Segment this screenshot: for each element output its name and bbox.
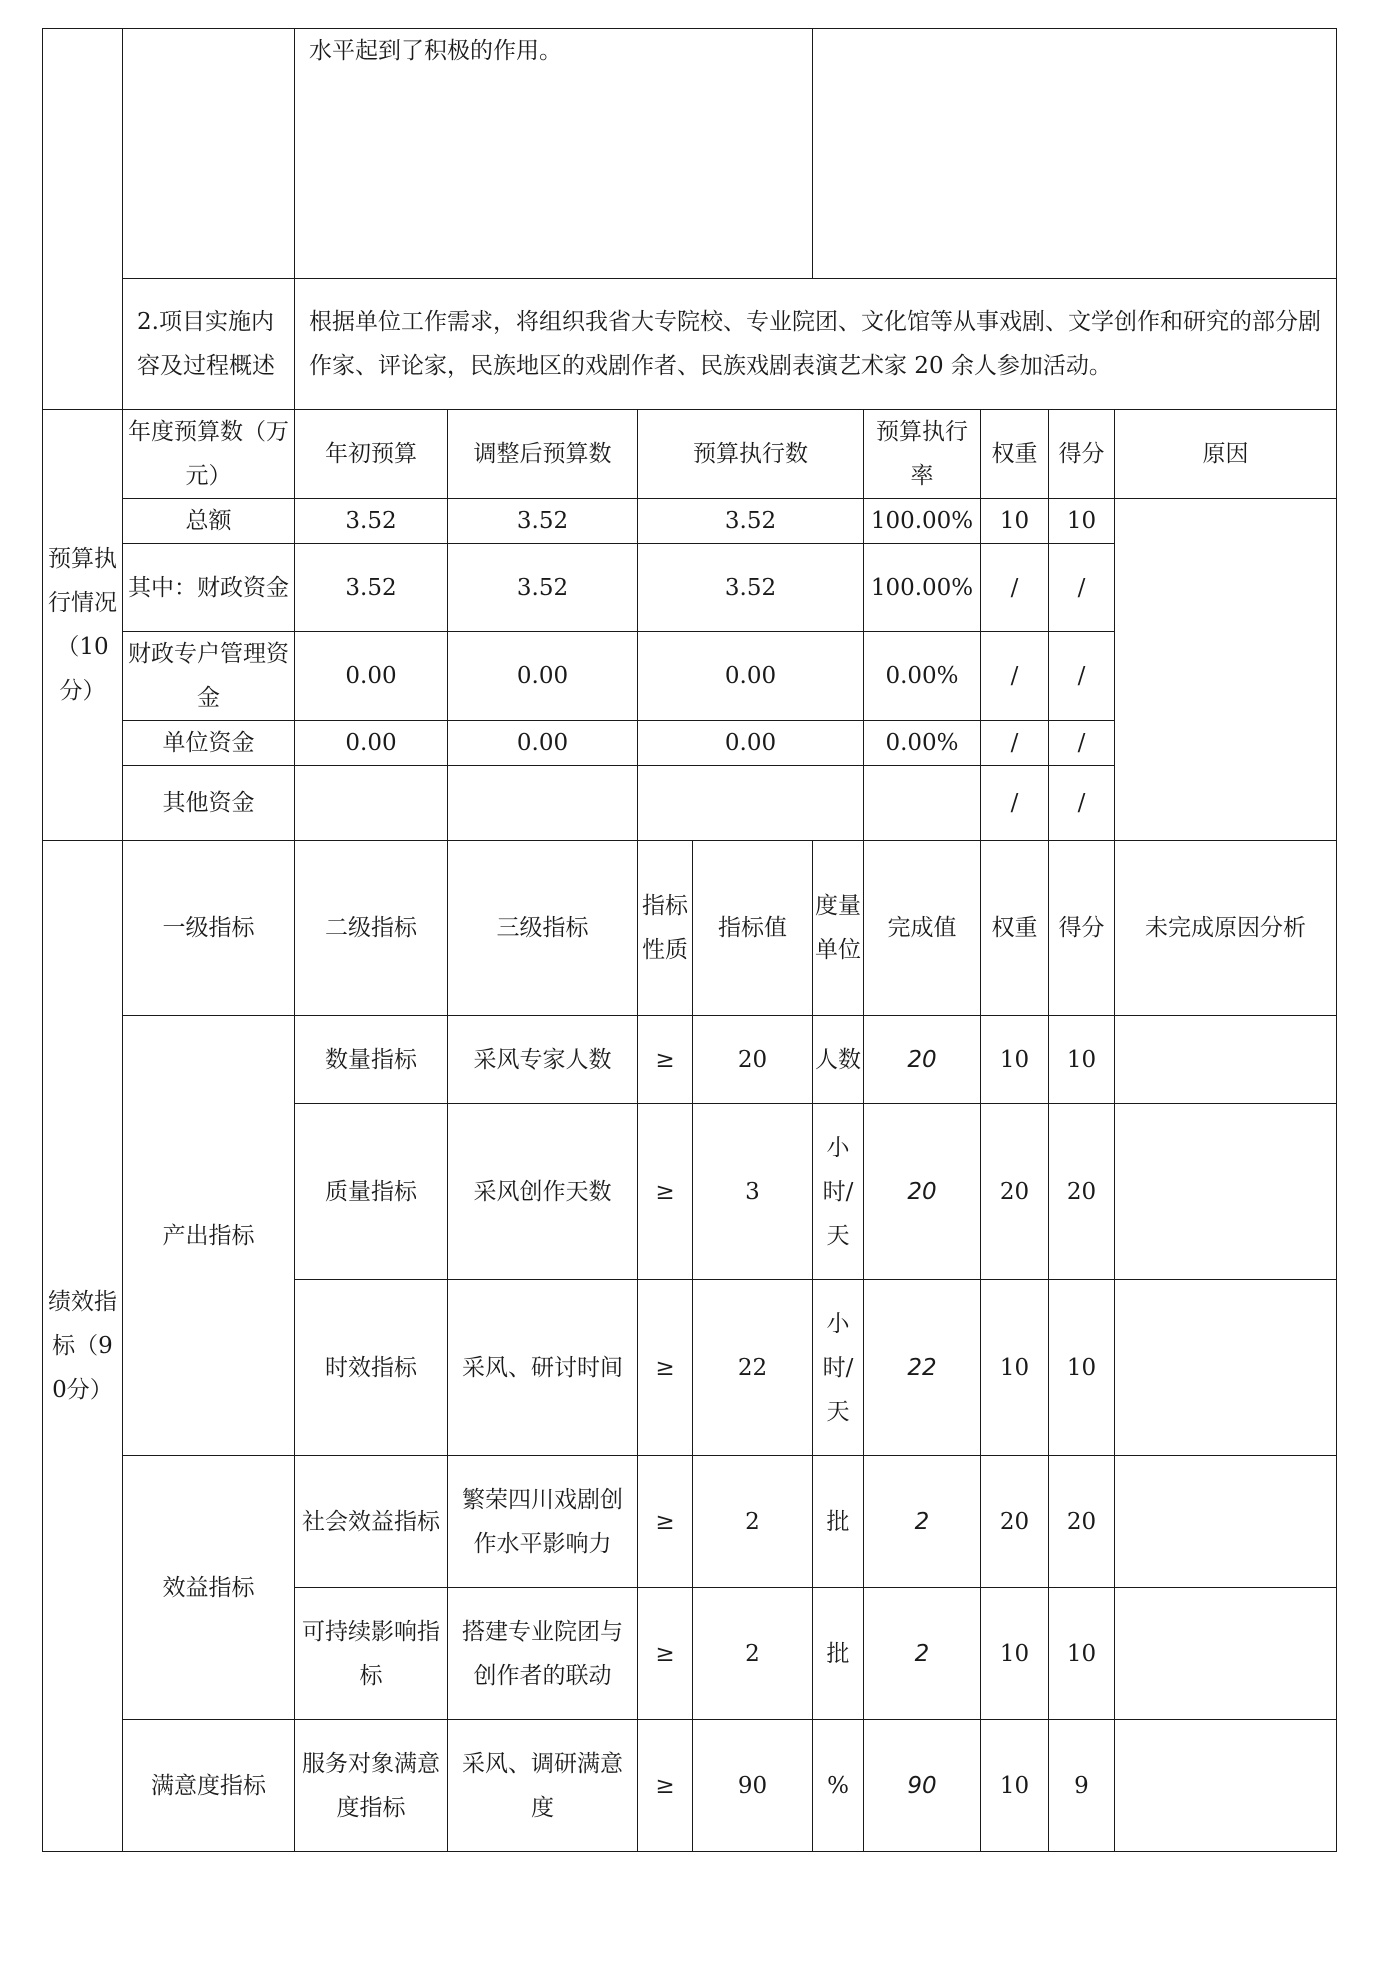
perf-score: 10 <box>1049 1588 1115 1720</box>
perf-l1-benefit: 效益指标 <box>123 1456 295 1720</box>
budget-row-adjusted: 0.00 <box>448 632 638 721</box>
perf-nature: ≥ <box>638 1720 693 1852</box>
perf-weight: 10 <box>981 1280 1049 1456</box>
perf-l2: 时效指标 <box>295 1280 448 1456</box>
perf-value: 2 <box>693 1456 813 1588</box>
perf-header-unit: 度量单位 <box>813 841 864 1016</box>
budget-header-initial: 年初预算 <box>295 410 448 499</box>
performance-report-table <box>42 28 1337 1852</box>
budget-row-rate: 0.00% <box>864 721 981 766</box>
perf-score: 20 <box>1049 1456 1115 1588</box>
budget-header-executed: 预算执行数 <box>638 410 864 499</box>
perf-value: 90 <box>693 1720 813 1852</box>
overview-row <box>43 29 1337 279</box>
perf-actual: 20 <box>864 1016 981 1104</box>
perf-value: 22 <box>693 1280 813 1456</box>
overview-blank-label-cell <box>123 29 295 279</box>
budget-row-label: 单位资金 <box>123 721 295 766</box>
budget-row-label: 其中：财政资金 <box>123 544 295 632</box>
perf-l3: 繁荣四川戏剧创作水平影响力 <box>448 1456 638 1588</box>
budget-header-row <box>43 410 1337 499</box>
budget-row-label: 其他资金 <box>123 766 295 841</box>
budget-row-rate <box>864 766 981 841</box>
impl-text: 根据单位工作需求，将组织我省大专院校、专业院团、文化馆等从事戏剧、文学创作和研究的部分剧作家、评论家，民族地区的戏剧作者、民族戏剧表演艺术家 20 余人参加活动。 <box>295 279 1337 410</box>
perf-unit: % <box>813 1720 864 1852</box>
budget-section-label: 预算执行情况（10分） <box>43 410 123 841</box>
perf-reason <box>1115 1104 1337 1280</box>
perf-weight: 10 <box>981 1720 1049 1852</box>
perf-l3: 采风创作天数 <box>448 1104 638 1280</box>
budget-row-initial <box>295 766 448 841</box>
budget-row-label: 总额 <box>123 499 295 544</box>
budget-row-adjusted <box>448 766 638 841</box>
perf-weight: 10 <box>981 1016 1049 1104</box>
perf-actual: 2 <box>864 1588 981 1720</box>
perf-reason <box>1115 1456 1337 1588</box>
budget-row-score: / <box>1049 632 1115 721</box>
perf-value: 20 <box>693 1016 813 1104</box>
perf-weight: 20 <box>981 1456 1049 1588</box>
budget-header-score: 得分 <box>1049 410 1115 499</box>
perf-header-actual: 完成值 <box>864 841 981 1016</box>
budget-row <box>43 499 1337 544</box>
perf-l3: 采风、调研满意度 <box>448 1720 638 1852</box>
perf-nature: ≥ <box>638 1588 693 1720</box>
perf-l2: 质量指标 <box>295 1104 448 1280</box>
budget-row-adjusted: 0.00 <box>448 721 638 766</box>
perf-l1-satisfaction: 满意度指标 <box>123 1720 295 1852</box>
perf-header-l2: 二级指标 <box>295 841 448 1016</box>
budget-row-rate: 100.00% <box>864 499 981 544</box>
budget-header-weight: 权重 <box>981 410 1049 499</box>
budget-header-adjusted: 调整后预算数 <box>448 410 638 499</box>
perf-header-reason: 未完成原因分析 <box>1115 841 1337 1016</box>
budget-reason-cell <box>1115 499 1337 841</box>
perf-row <box>43 1720 1337 1852</box>
perf-reason <box>1115 1720 1337 1852</box>
perf-l3: 采风、研讨时间 <box>448 1280 638 1456</box>
perf-l2: 可持续影响指标 <box>295 1588 448 1720</box>
perf-reason <box>1115 1588 1337 1720</box>
performance-header-row <box>43 841 1337 1016</box>
perf-weight: 20 <box>981 1104 1049 1280</box>
budget-row-executed: 3.52 <box>638 544 864 632</box>
budget-row-initial: 0.00 <box>295 632 448 721</box>
budget-row-score: / <box>1049 766 1115 841</box>
budget-row-score: / <box>1049 544 1115 632</box>
budget-row-initial: 3.52 <box>295 499 448 544</box>
impl-row <box>43 279 1337 410</box>
budget-row-score: 10 <box>1049 499 1115 544</box>
perf-reason <box>1115 1280 1337 1456</box>
performance-section-label: 绩效指标（90分） <box>43 841 123 1852</box>
budget-row-executed: 0.00 <box>638 721 864 766</box>
budget-row-initial: 0.00 <box>295 721 448 766</box>
budget-row-adjusted: 3.52 <box>448 499 638 544</box>
perf-actual: 22 <box>864 1280 981 1456</box>
budget-row-executed <box>638 766 864 841</box>
perf-actual: 20 <box>864 1104 981 1280</box>
perf-header-l1: 一级指标 <box>123 841 295 1016</box>
perf-value: 2 <box>693 1588 813 1720</box>
perf-unit: 批 <box>813 1456 864 1588</box>
perf-nature: ≥ <box>638 1456 693 1588</box>
perf-row <box>43 1456 1337 1588</box>
overview-blank-cell <box>813 29 1337 279</box>
budget-row-rate: 100.00% <box>864 544 981 632</box>
perf-reason <box>1115 1016 1337 1104</box>
perf-score: 10 <box>1049 1280 1115 1456</box>
perf-l3: 搭建专业院团与创作者的联动 <box>448 1588 638 1720</box>
perf-unit: 人数 <box>813 1016 864 1104</box>
perf-nature: ≥ <box>638 1104 693 1280</box>
budget-row-executed: 3.52 <box>638 499 864 544</box>
budget-row-weight: / <box>981 544 1049 632</box>
budget-row-score: / <box>1049 721 1115 766</box>
perf-row <box>43 1016 1337 1104</box>
perf-score: 20 <box>1049 1104 1115 1280</box>
perf-l2: 社会效益指标 <box>295 1456 448 1588</box>
perf-score: 10 <box>1049 1016 1115 1104</box>
budget-header-annual: 年度预算数（万元） <box>123 410 295 499</box>
budget-row-adjusted: 3.52 <box>448 544 638 632</box>
budget-row-weight: / <box>981 632 1049 721</box>
overview-section-cell <box>43 29 123 410</box>
perf-weight: 10 <box>981 1588 1049 1720</box>
perf-unit: 小时/天 <box>813 1104 864 1280</box>
budget-row-rate: 0.00% <box>864 632 981 721</box>
perf-unit: 小时/天 <box>813 1280 864 1456</box>
perf-l3: 采风专家人数 <box>448 1016 638 1104</box>
budget-row-executed: 0.00 <box>638 632 864 721</box>
perf-actual: 90 <box>864 1720 981 1852</box>
perf-l2: 服务对象满意度指标 <box>295 1720 448 1852</box>
perf-nature: ≥ <box>638 1280 693 1456</box>
budget-row-initial: 3.52 <box>295 544 448 632</box>
perf-header-l3: 三级指标 <box>448 841 638 1016</box>
budget-header-rate: 预算执行率 <box>864 410 981 499</box>
perf-value: 3 <box>693 1104 813 1280</box>
budget-row-weight: / <box>981 721 1049 766</box>
impl-label: 2.项目实施内容及过程概述 <box>123 279 295 410</box>
perf-l1-output: 产出指标 <box>123 1016 295 1456</box>
budget-row-label: 财政专户管理资金 <box>123 632 295 721</box>
prev-text-cell: 水平起到了积极的作用。 <box>295 29 813 279</box>
perf-header-nature: 指标性质 <box>638 841 693 1016</box>
budget-row-weight: / <box>981 766 1049 841</box>
budget-row-weight: 10 <box>981 499 1049 544</box>
budget-header-reason: 原因 <box>1115 410 1337 499</box>
perf-unit: 批 <box>813 1588 864 1720</box>
perf-header-weight: 权重 <box>981 841 1049 1016</box>
perf-score: 9 <box>1049 1720 1115 1852</box>
perf-nature: ≥ <box>638 1016 693 1104</box>
perf-header-score: 得分 <box>1049 841 1115 1016</box>
perf-header-value: 指标值 <box>693 841 813 1016</box>
perf-actual: 2 <box>864 1456 981 1588</box>
perf-l2: 数量指标 <box>295 1016 448 1104</box>
